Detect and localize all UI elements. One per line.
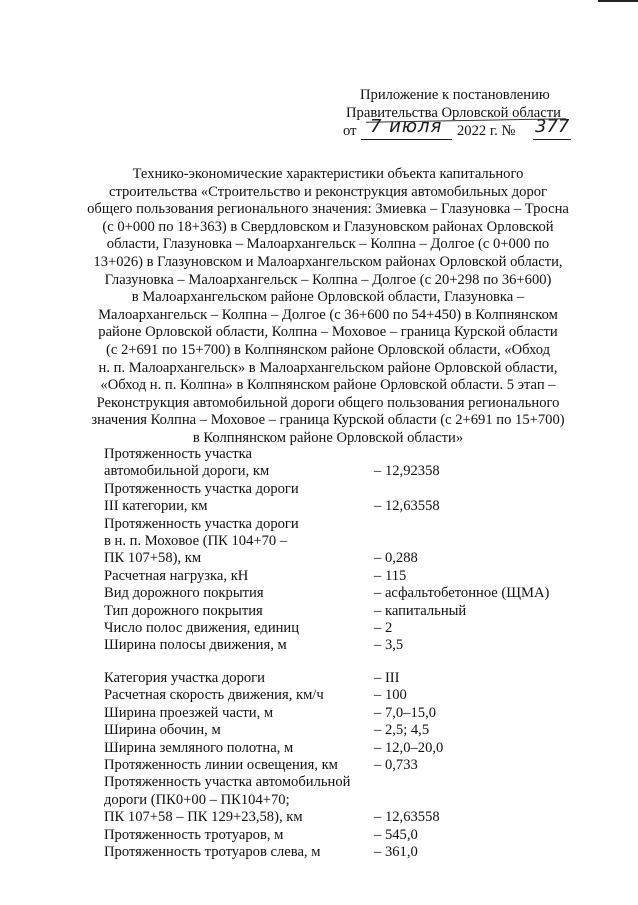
spec-row: [104, 722, 574, 739]
spec-value-text: – 12,63558: [374, 809, 440, 826]
spec-value: [374, 740, 574, 757]
title-line: (с 2+691 по 15+700) в Колпнянском районе Орловской области, «Обход: [105, 341, 551, 358]
spec-value-text: – 0,733: [374, 756, 418, 773]
spec-row: [104, 757, 574, 774]
spec-value-text: – 0,288: [374, 550, 418, 567]
spec-label-line: III категории, км: [104, 498, 208, 515]
title-line: в Малоархангельском районе Орловской области, Глазуновка –: [131, 289, 525, 306]
spec-label: [104, 603, 374, 620]
spec-value: [374, 844, 574, 861]
spec-value-text: – 545,0: [374, 826, 418, 843]
title-line: строительства «Строительство и реконструкция автомобильных дорог: [108, 183, 548, 200]
spec-label-line: Протяженность участка: [104, 446, 252, 462]
spec-label-line: Протяженность участка автомобильной: [104, 774, 351, 791]
spec-row: [104, 620, 574, 637]
title-line: Реконструкция автомобильной дороги общего пользования регионального: [96, 394, 560, 411]
spec-row: [104, 827, 574, 844]
spec-value-text: – 115: [374, 567, 407, 584]
spec-value: [374, 757, 574, 774]
spec-value-text: – асфальтобетонное (ЩМА): [374, 585, 550, 602]
spec-value: [374, 568, 574, 585]
spec-label: [104, 722, 374, 739]
spec-label-line: Вид дорожного покрытия: [104, 585, 264, 602]
spec-value-text: – 12,92358: [374, 463, 440, 480]
spec-row: [104, 568, 574, 585]
spec-label-line: автомобильной дороги, км: [104, 463, 270, 480]
from-label: от: [343, 123, 357, 139]
spec-value-text: – 100: [374, 687, 407, 704]
spec-label: [104, 774, 374, 826]
spec-row: [104, 637, 574, 654]
spec-label-line: Протяженность участка дороги: [104, 480, 299, 497]
spec-label-line: Ширина проезжей части, м: [104, 704, 274, 721]
spec-label-line: Протяженность тротуаров, м: [104, 826, 284, 843]
spec-label: [104, 740, 374, 757]
spec-label-line: Протяженность линии освещения, км: [104, 756, 338, 773]
spec-row: [104, 481, 574, 516]
spec-value-text: – 2: [374, 620, 393, 637]
title-line: в Колпнянском районе Орловской области»: [192, 429, 464, 446]
spec-value: [374, 687, 574, 704]
spec-value: [374, 603, 574, 620]
appendix-date-line: [340, 116, 580, 142]
spec-label: [104, 844, 374, 861]
spec-row: [104, 670, 574, 687]
title-line: «Обход н. п. Колпна» в Колпнянском районе Орловской области. 5 этап –: [100, 377, 556, 394]
spec-row: [104, 844, 574, 861]
handwritten-number: 377: [535, 116, 570, 137]
spec-label-line: ПК 107+58 – ПК 129+23,58), км: [104, 809, 303, 826]
title-line: общего пользования регионального значения: Змиевка – Глазуновка – Тросна: [87, 201, 569, 218]
spec-label-line: Число полос движения, единиц: [104, 620, 300, 637]
spec-row: [104, 740, 574, 757]
spec-value: [374, 637, 574, 654]
spec-value-text: – 2,5; 4,5: [374, 722, 430, 739]
spec-value: [374, 446, 574, 481]
spec-value: [374, 516, 574, 568]
spec-label-line: дороги (ПК0+00 – ПК104+70;: [104, 791, 290, 808]
spec-value: [374, 620, 574, 637]
spec-value-text: – 361,0: [374, 843, 418, 860]
spec-label-line: Ширина полосы движения, м: [104, 637, 287, 654]
spec-value: [374, 827, 574, 844]
title-line: Технико-экономические характеристики объекта капитального: [132, 166, 524, 182]
spec-row: [104, 687, 574, 704]
spec-value-text: – III: [374, 669, 400, 686]
spec-label-line: в н. п. Моховое (ПК 104+70 –: [104, 533, 288, 550]
appendix-line-1: Приложение к постановлению: [360, 87, 550, 103]
spec-label-line: Ширина земляного полотна, м: [104, 739, 294, 756]
document-title: [82, 166, 574, 448]
spec-label-line: Протяженность участка дороги: [104, 515, 299, 532]
spec-label: [104, 585, 374, 602]
title-line: Глазуновка – Малоархангельск – Колпна – Долгое (с 20+298 по 36+600): [104, 271, 552, 288]
spec-row: [104, 603, 574, 620]
spec-value: [374, 774, 574, 826]
appendix-line-2: Правительства Орловской области: [346, 105, 561, 121]
spec-row: [104, 516, 574, 568]
characteristics-table: [104, 446, 574, 861]
spec-label: [104, 620, 374, 637]
title-line: Малоархангельск – Колпна – Долгое (с 36+600 по 54+450) в Колпнянском: [98, 306, 558, 323]
spec-value: [374, 705, 574, 722]
number-underline: [533, 139, 571, 140]
spec-label: [104, 670, 374, 687]
spec-value-text: – 3,5: [374, 637, 404, 654]
spec-label: [104, 827, 374, 844]
spec-row: [104, 446, 574, 481]
handwritten-date: 7 июля: [370, 116, 443, 137]
spec-label: [104, 637, 374, 654]
spec-value: [374, 670, 574, 687]
spec-label-line: Категория участка дороги: [104, 669, 265, 686]
scan-edge-mark: [598, 0, 638, 2]
title-line: н. п. Малоархангельск» в Малоархангельском районе Орловской области,: [98, 359, 558, 376]
spec-label: [104, 568, 374, 585]
spec-label: [104, 705, 374, 722]
spec-label-line: Расчетная нагрузка, кН: [104, 567, 249, 584]
spec-label: [104, 516, 374, 568]
date-underline: [361, 139, 452, 140]
spec-row: [104, 705, 574, 722]
appendix-header: [340, 86, 580, 142]
spec-row: [104, 774, 574, 826]
year-number-label: 2022 г. №: [457, 123, 516, 139]
spec-label: [104, 687, 374, 704]
spec-row: [104, 585, 574, 602]
spec-value: [374, 722, 574, 739]
title-line: 13+026) в Глазуновском и Малоархангельском районах Орловской области,: [93, 253, 563, 270]
title-line: районе Орловской области, Колпна – Моховое – граница Курской области: [98, 324, 558, 341]
title-line: области, Глазуновка – Малоархангельск – Колпна – Долгое (с 0+000 по: [106, 236, 550, 253]
title-line: (с 0+000 по 18+363) в Свердловском и Глазуновском районах Орловской: [102, 218, 554, 235]
spec-label: [104, 757, 374, 774]
spec-value-text: – капитальный: [374, 602, 467, 619]
spec-value-text: – 7,0–15,0: [374, 704, 437, 721]
spec-label-line: Протяженность тротуаров слева, м: [104, 843, 321, 860]
section-gap: [104, 655, 574, 670]
spec-value-text: – 12,63558: [374, 498, 440, 515]
spec-value: [374, 585, 574, 602]
spec-label-line: Расчетная скорость движения, км/ч: [104, 687, 324, 704]
title-line: значения Колпна – Моховое – граница Курской области (с 2+691 по 15+700): [91, 412, 565, 429]
spec-label: [104, 446, 374, 481]
spec-value: [374, 481, 574, 516]
spec-value-text: – 12,0–20,0: [374, 739, 444, 756]
spec-label-line: Ширина обочин, м: [104, 722, 221, 739]
spec-label-line: ПК 107+58), км: [104, 550, 202, 567]
spec-label-line: Тип дорожного покрытия: [104, 602, 263, 619]
spec-label: [104, 481, 374, 516]
